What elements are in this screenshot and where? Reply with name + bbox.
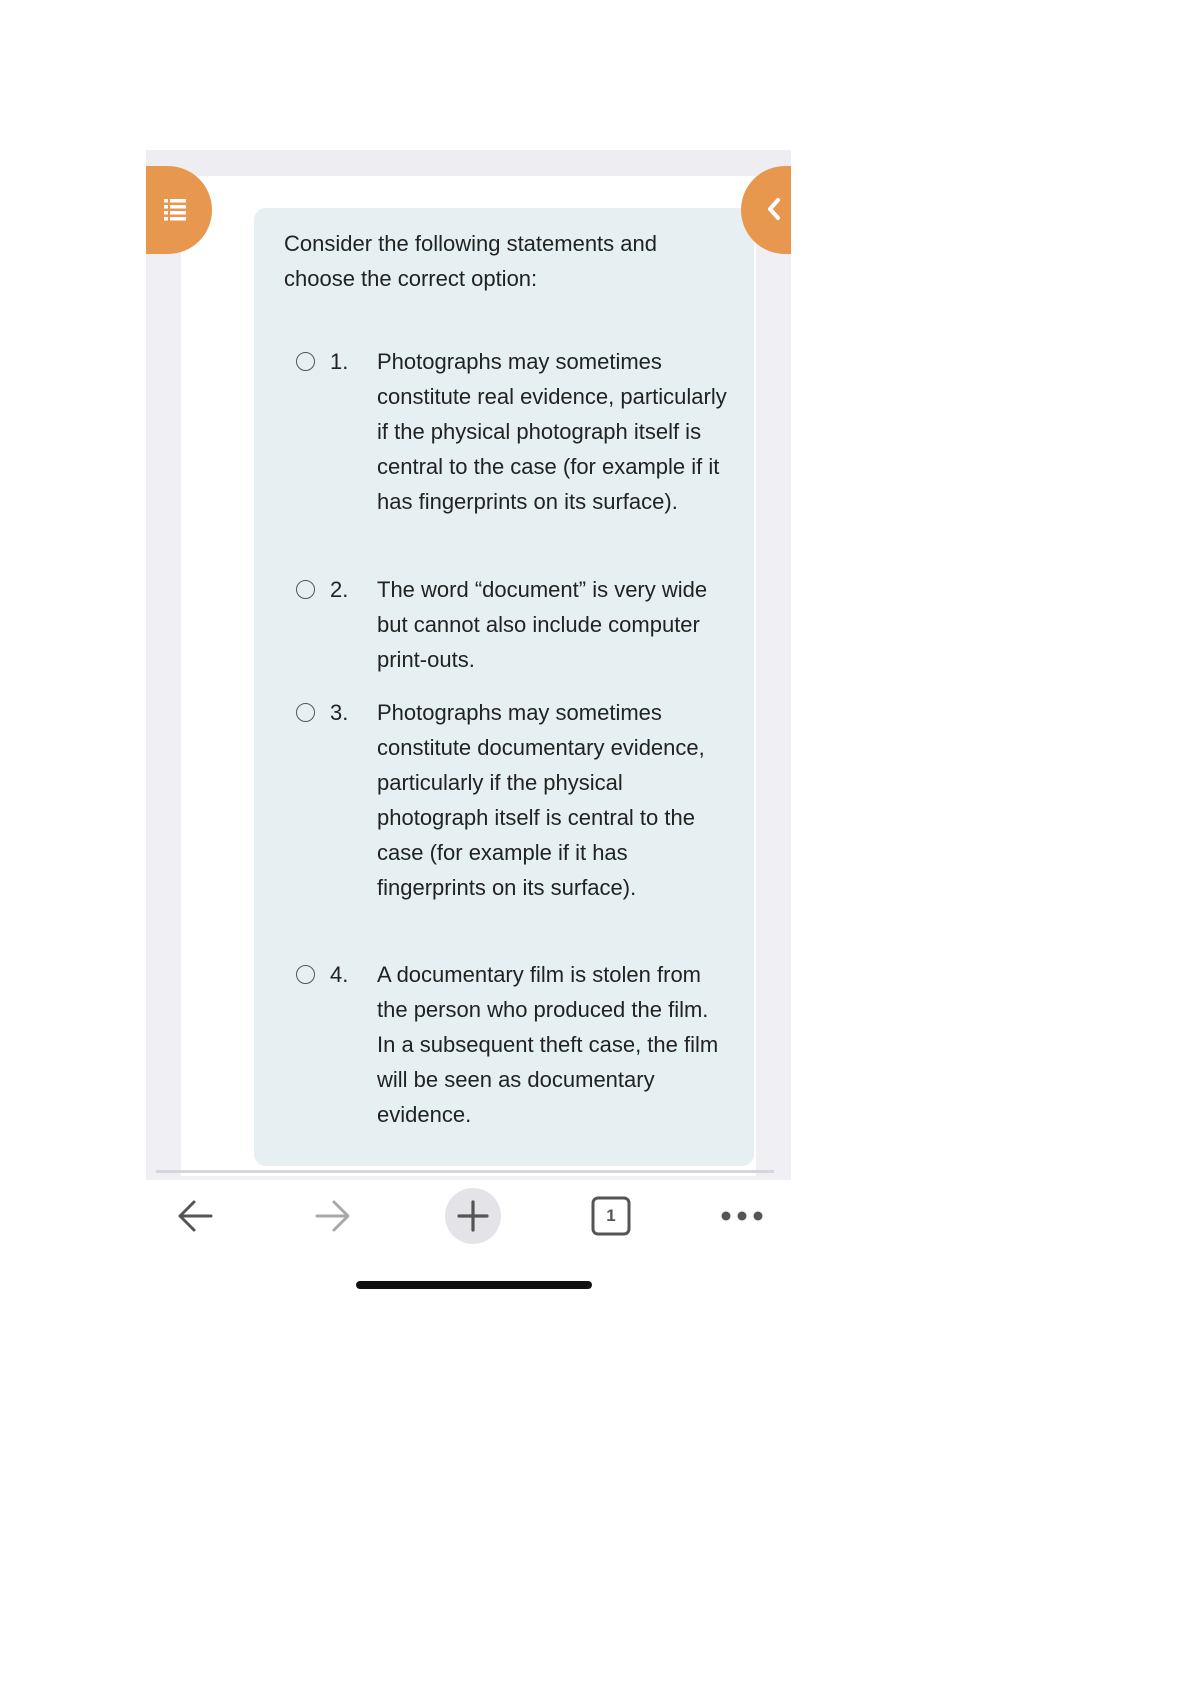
option-number: 4. xyxy=(330,962,349,987)
new-tab-button[interactable] xyxy=(443,1186,503,1246)
option-number: 3. xyxy=(330,700,349,725)
list-icon xyxy=(146,166,212,254)
arrow-left-icon xyxy=(168,1186,228,1246)
radio-button[interactable] xyxy=(296,580,315,599)
top-bar xyxy=(146,150,791,176)
more-button[interactable] xyxy=(712,1186,772,1246)
option-text: A documentary film is stolen from the person who produced the film. In a subsequent theft case, the film will be seen as documentary evidence. xyxy=(377,962,719,1127)
arrow-right-icon xyxy=(305,1186,365,1246)
option-text: Photographs may sometimes constitute real evidence, particularly if the physical photograph itself is central to the case (for example if it has fingerprints on its surface). xyxy=(377,349,727,514)
phone-screen xyxy=(146,150,791,1180)
option-text: The word “document” is very wide but cannot also include computer print-outs. xyxy=(377,577,708,672)
question-card xyxy=(254,208,754,1166)
chevron-left-icon xyxy=(741,166,791,254)
option-text: Photographs may sometimes constitute documentary evidence, particularly if the physical photograph itself is central to the case (for example if it has fingerprints on its surface). xyxy=(377,700,705,900)
option-number: 1. xyxy=(330,349,349,374)
more-horizontal-icon xyxy=(712,1186,772,1246)
tabs-button[interactable] xyxy=(581,1186,641,1246)
plus-icon xyxy=(443,1186,503,1246)
option-number: 2. xyxy=(330,577,349,602)
radio-button[interactable] xyxy=(296,352,315,371)
content-area xyxy=(181,176,756,1176)
collapse-button[interactable] xyxy=(741,166,791,254)
home-indicator[interactable] xyxy=(356,1281,592,1289)
forward-button[interactable] xyxy=(305,1186,365,1246)
question-text: Consider the following statements and choose the correct option: xyxy=(284,231,657,291)
tab-count: 1 xyxy=(606,1206,616,1225)
menu-button[interactable] xyxy=(146,166,212,254)
radio-button[interactable] xyxy=(296,703,315,722)
toolbar-divider xyxy=(156,1170,774,1173)
radio-button[interactable] xyxy=(296,965,315,984)
back-button[interactable] xyxy=(168,1186,228,1246)
